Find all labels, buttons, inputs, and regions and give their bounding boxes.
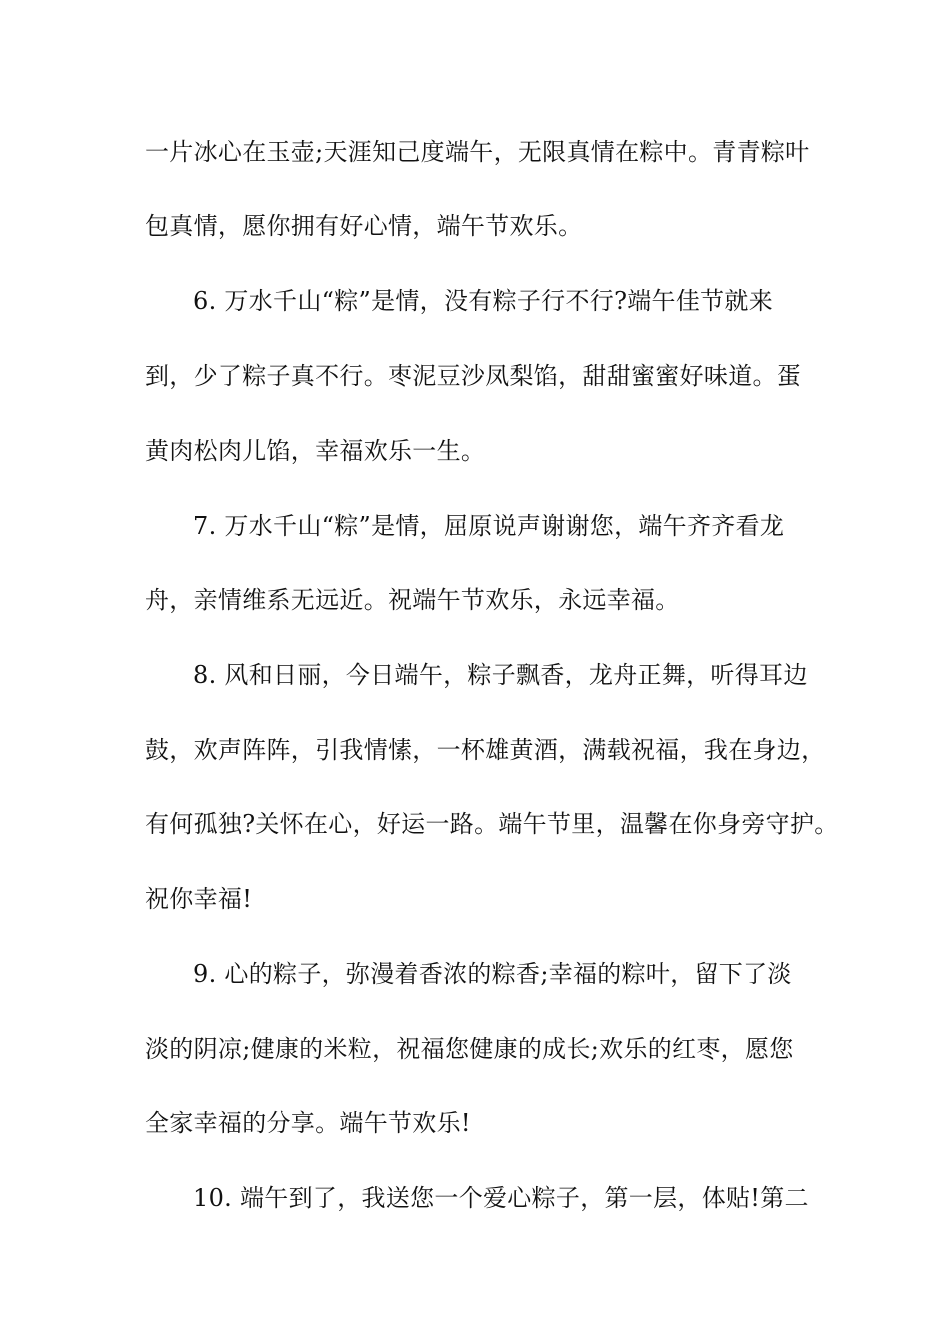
- text-line: 有何孤独?关怀在心，好运一路。端午节里，温馨在你身旁守护。: [145, 810, 839, 838]
- text-line: 淡的阴凉;健康的米粒，祝福您健康的成长;欢乐的红枣，愿您: [145, 1035, 794, 1063]
- text-line: 9. 心的粽子，弥漫着香浓的粽香;幸福的粽叶，留下了淡: [193, 960, 792, 988]
- text-line: 到，少了粽子真不行。枣泥豆沙凤梨馅，甜甜蜜蜜好味道。蛋: [145, 362, 802, 390]
- text-line: 祝你幸福!: [145, 885, 253, 913]
- text-line: 鼓，欢声阵阵，引我情愫，一杯雄黄酒，满载祝福，我在身边，: [145, 736, 826, 764]
- text-line: 包真情，愿你拥有好心情，端午节欢乐。: [145, 212, 583, 240]
- text-line: 黄肉松肉儿馅，幸福欢乐一生。: [145, 437, 486, 465]
- text-line: 8. 风和日丽，今日端午，粽子飘香，龙舟正舞，听得耳边: [193, 661, 808, 689]
- text-line: 舟，亲情维系无远近。祝端午节欢乐，永远幸福。: [145, 586, 680, 614]
- text-line: 7. 万水千山“粽”是情，屈原说声谢谢您，端午齐齐看龙: [193, 512, 785, 540]
- text-line: 全家幸福的分享。端午节欢乐!: [145, 1109, 471, 1137]
- text-line: 10. 端午到了，我送您一个爱心粽子，第一层，体贴!第二: [193, 1184, 809, 1212]
- text-line: 一片冰心在玉壶;天涯知己度端午，无限真情在粽中。青青粽叶: [145, 138, 810, 166]
- text-line: 6. 万水千山“粽”是情，没有粽子行不行?端午佳节就来: [193, 287, 774, 315]
